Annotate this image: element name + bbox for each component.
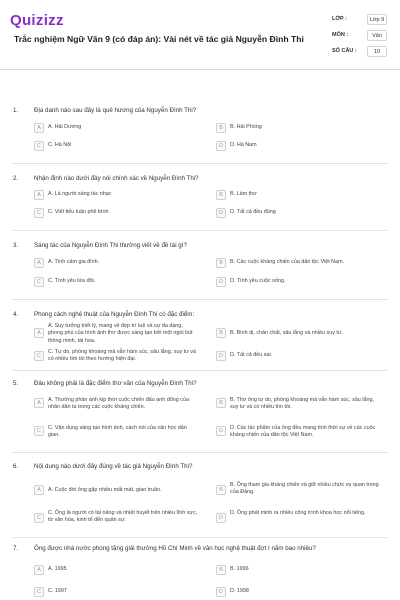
option-label: B (216, 258, 226, 268)
option-text: D. Các tác phẩm của ông đều mang tính thời sự về các cuộc kháng chiến của dân tộc Việt Nam. (230, 425, 376, 439)
option-label: D (216, 277, 226, 287)
question-divider (12, 452, 388, 453)
option-label: D (216, 426, 226, 436)
question-number: 5. (13, 380, 19, 387)
question-divider (12, 537, 388, 538)
option-text: A. Là người sáng tác nhạc (48, 191, 112, 197)
option-text: C. Ông là người có tài năng và nhiệt huyết trên nhiều lĩnh vực, từ văn hóa, kinh tế đến quân sự. (48, 510, 198, 524)
page-title: Trắc nghiệm Ngữ Văn 9 (có đáp án): Vài nét về tác giả Nguyễn Đình Thi (14, 34, 304, 44)
question-divider (12, 370, 388, 371)
question-text: Nội dung nào dưới đây đúng về tác giả Nguyễn Đình Thi? (34, 463, 193, 470)
question-divider (12, 163, 388, 164)
question-number: 2. (13, 175, 19, 182)
meta-key: SỐ CÂU : (332, 48, 357, 54)
quizizz-logo: Quizizz (10, 12, 64, 29)
option-label: C (34, 513, 44, 523)
question-text: Địa danh nào sau đây là quê hương của Nguyễn Đình Thi? (34, 107, 197, 114)
question-number: 4. (13, 311, 19, 318)
option-label: D (216, 208, 226, 218)
option-text: C. Hà Nội (48, 142, 72, 148)
question-number: 7. (13, 545, 19, 552)
option-text: C. Vận dụng sáng tạo hình ảnh, cách nói của văn học dân gian. (48, 425, 187, 439)
option-text: A. Thường phản ánh kịp thời cuộc chiến đấu anh dũng của nhân dân ta trong các cuộc kháng chiến. (48, 397, 189, 411)
meta-value: Văn (367, 30, 387, 41)
option-label: C (34, 351, 44, 361)
meta-key: MÔN : (332, 32, 349, 38)
option-label: B (216, 328, 226, 338)
meta-key: LỚP : (332, 16, 347, 22)
option-text: A. Cuộc đời ông gặp nhiều mất mát, gian truân. (48, 487, 162, 493)
option-text: B. Hải Phòng (230, 124, 262, 130)
option-text: A. Tình cảm gia đình. (48, 259, 100, 265)
option-text: B. Làm thơ (230, 191, 257, 197)
option-label: B (216, 485, 226, 495)
option-label: A (34, 328, 44, 338)
question-number: 1. (13, 107, 19, 114)
option-text: A. 1995 (48, 566, 67, 572)
meta-value: Lớp 9 (367, 14, 387, 25)
option-label: A (34, 258, 44, 268)
option-label: B (216, 123, 226, 133)
option-label: A (34, 123, 44, 133)
option-text: B. Bình dị, chân chất, sâu lắng và nhiều suy tư. (230, 330, 343, 336)
option-text: B. 1996 (230, 566, 249, 572)
meta-subject (322, 30, 392, 44)
question-text: Sáng tác của Nguyễn Đình Thi thường viết về đề tài gì? (34, 242, 187, 249)
question-divider (12, 230, 388, 231)
question-number: 3. (13, 242, 19, 249)
option-text: B. Ông tham gia kháng chiến và giữ nhiều chức vụ quan trọng của Đảng. (230, 482, 379, 496)
option-label: D (216, 513, 226, 523)
meta-value: 10 (367, 46, 387, 57)
option-text: A. Hải Dương (48, 124, 82, 130)
option-label: D (216, 141, 226, 151)
question-divider (12, 299, 388, 300)
option-label: C (34, 587, 44, 597)
question-number: 6. (13, 463, 19, 470)
option-text: C. Tự do, phóng khoáng mà vẫn hàm súc, sâu lắng, suy tư và có nhiều tìm tòi theo hướng hiện đại. (48, 349, 196, 363)
option-label: C (34, 141, 44, 151)
option-text: D. Ông phát minh ra nhiều công trình khoa học nổi tiếng. (230, 510, 366, 516)
option-label: C (34, 277, 44, 287)
header (0, 0, 400, 70)
option-label: B (216, 190, 226, 200)
option-text: D. Tất cả đều đúng (230, 209, 276, 215)
question-text: Phong cách nghệ thuật của Nguyễn Đình Thi có đặc điểm: (34, 311, 195, 318)
option-label: A (34, 565, 44, 575)
option-label: D (216, 351, 226, 361)
question-text: Ông được nhà nước phong tặng giải thưởng Hồ Chí Minh về văn học nghệ thuật đợt I năm bao nhiêu? (34, 545, 316, 552)
option-label: C (34, 426, 44, 436)
option-text: C. Viết tiểu luận phê bình (48, 209, 109, 215)
meta-grade (322, 14, 392, 28)
option-text: C. 1997 (48, 588, 67, 594)
option-label: C (34, 208, 44, 218)
question-text: Đâu không phải là đặc điểm thơ văn của Nguyễn Đình Thi? (34, 380, 197, 387)
option-text: D. Tình yêu cuộc sống. (230, 278, 286, 284)
option-label: B (216, 398, 226, 408)
option-label: A (34, 398, 44, 408)
option-label: A (34, 190, 44, 200)
option-label: A (34, 485, 44, 495)
option-label: D (216, 587, 226, 597)
option-text: A. Suy tưởng triết lý, mang vẻ đẹp trí tuệ và sự đa dạng, phong phú của hình ảnh thơ được sáng tạo bởi một ngòi bút thông minh, tài hoa. (48, 323, 193, 344)
option-text: D. Tất cả đều sai. (230, 352, 273, 358)
option-label: B (216, 565, 226, 575)
option-text: C. Tình yêu lứa đôi. (48, 278, 96, 284)
meta-question-count (322, 46, 392, 60)
option-text: B. Các cuộc kháng chiến của dân tộc Việt Nam. (230, 259, 345, 265)
option-text: D. Hà Nam (230, 142, 257, 148)
option-text: B. Thơ ông tự do, phóng khoáng mà vẫn hàm súc, sâu lắng, suy tư và có nhiều tìm tòi. (230, 397, 374, 411)
option-text: D. 1998 (230, 588, 249, 594)
question-text: Nhận định nào dưới đây nói chính xác về Nguyễn Đình Thi? (34, 175, 199, 182)
